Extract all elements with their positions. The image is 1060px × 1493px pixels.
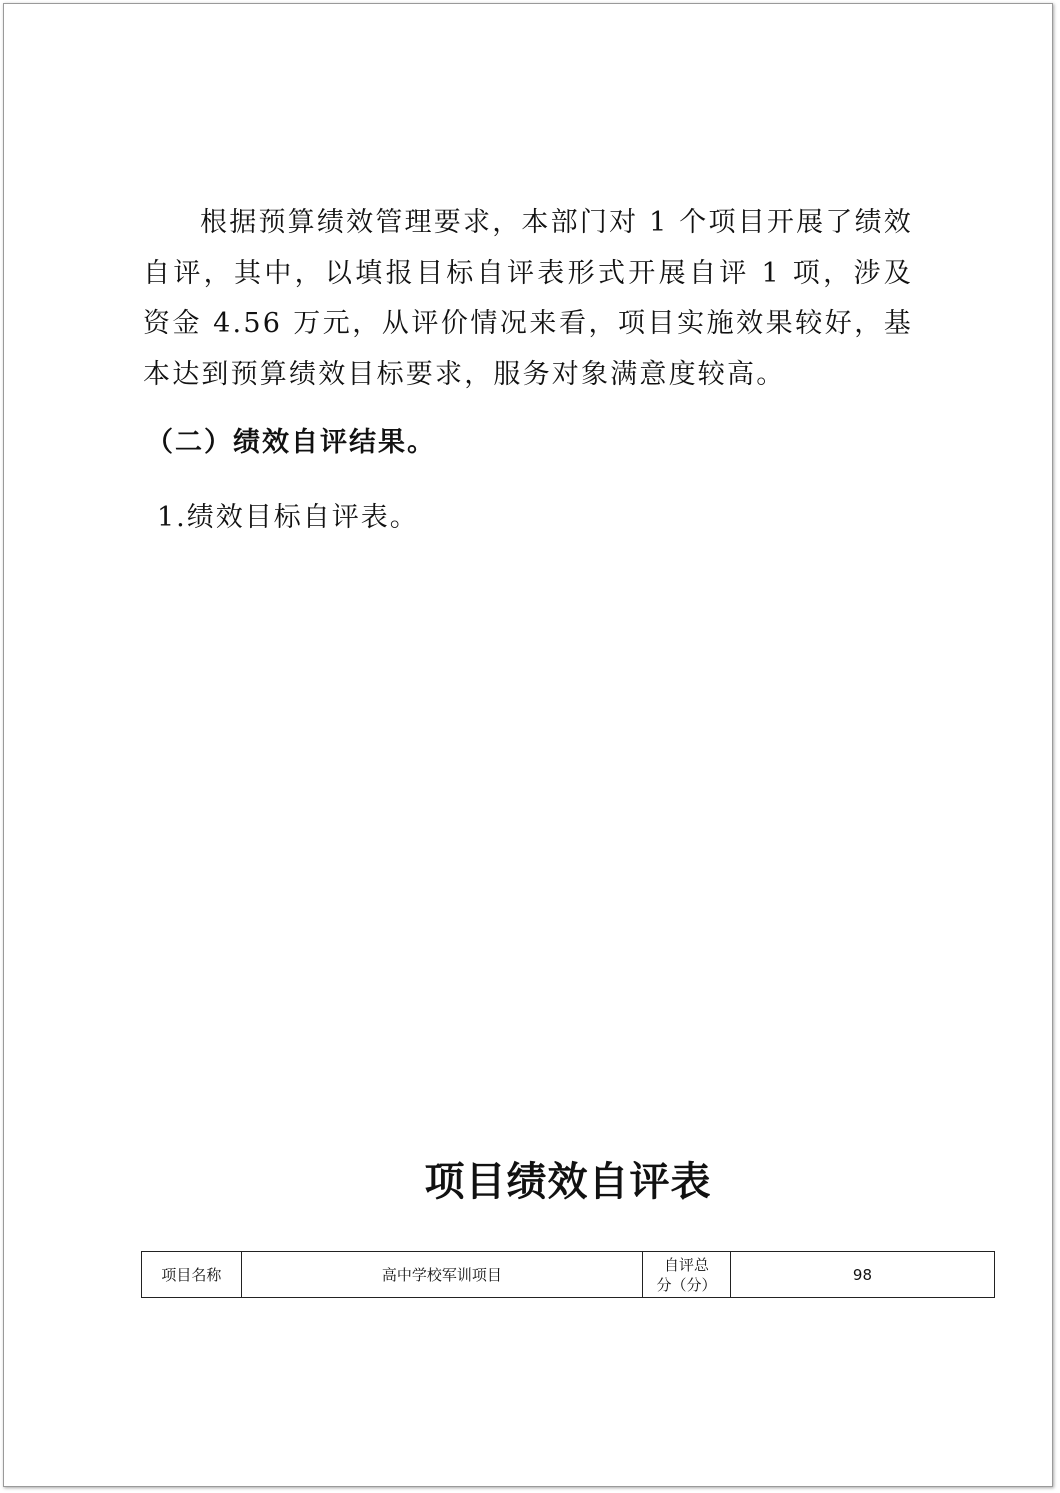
body-paragraph: 根据预算绩效管理要求，本部门对 1 个项目开展了绩效自评，其中，以填报目标自评表形式开展自评 1 项，涉及资金 4.56 万元，从评价情况来看，项目实施效果较好，基本达到预算绩效目标要求，服务对象满意度较高。 bbox=[143, 207, 913, 390]
section-heading: （二）绩效自评结果。 bbox=[146, 427, 436, 458]
score-label bbox=[643, 1252, 731, 1298]
evaluation-table bbox=[141, 1251, 995, 1298]
project-name-label: 项目名称 bbox=[142, 1252, 242, 1298]
score-value: 98 bbox=[730, 1252, 994, 1298]
subsection-heading: 1.绩效目标自评表。 bbox=[157, 502, 419, 533]
project-name-value: 高中学校军训项目 bbox=[241, 1252, 642, 1298]
score-label-line1: 自评总 bbox=[664, 1255, 710, 1274]
table-title: 项目绩效自评表 bbox=[424, 1158, 712, 1205]
score-label-line2: 分（分） bbox=[656, 1275, 717, 1294]
table-row bbox=[142, 1252, 995, 1298]
